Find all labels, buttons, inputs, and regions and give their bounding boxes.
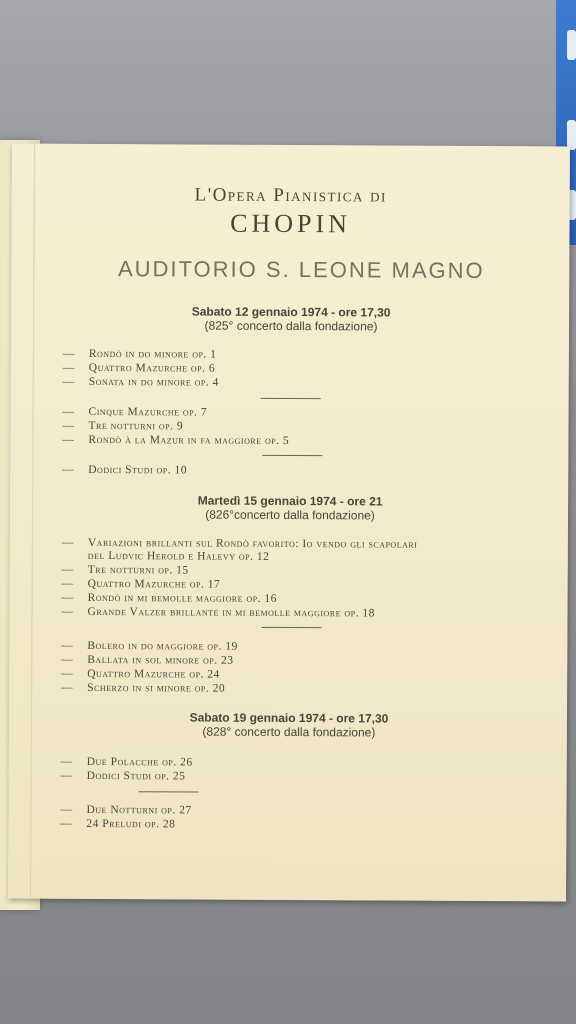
list-item	[62, 578, 542, 594]
divider	[262, 455, 322, 456]
piece-title: Quattro Mazurche op. 24	[87, 667, 220, 681]
piece-title: Cinque Mazurche op. 7	[88, 405, 208, 419]
concert-1-header	[51, 304, 531, 335]
list-item	[61, 770, 541, 786]
blue-key	[567, 30, 576, 60]
concert-note: (825° concerto dalla fondazione)	[204, 318, 378, 334]
list-item	[60, 804, 540, 820]
title-line1: L'Opera Pianistica di	[194, 184, 387, 207]
piece-title: Tre notturni op. 15	[87, 563, 189, 577]
list-item-continuation	[88, 550, 568, 566]
list-item	[62, 564, 542, 580]
dash: —	[61, 536, 74, 549]
piece-title: Ballata in sol minore op. 23	[87, 653, 234, 667]
dash: —	[61, 577, 74, 590]
list-item	[61, 668, 541, 684]
piece-title: 24 Preludi op. 28	[86, 817, 176, 831]
dash: —	[60, 755, 73, 768]
list-item	[62, 434, 542, 450]
dash: —	[60, 769, 73, 782]
piece-title: Due Notturni op. 27	[86, 803, 192, 817]
dash: —	[61, 667, 74, 680]
piece-title: Sonata in do minore op. 4	[88, 375, 219, 389]
dash: —	[60, 803, 73, 816]
piece-title: Scherzo in si minore op. 20	[87, 681, 226, 695]
list-item	[62, 592, 542, 608]
dash: —	[61, 563, 74, 576]
dash: —	[62, 361, 75, 374]
table-surface	[0, 0, 576, 160]
piece-title: Dodici Studi op. 10	[88, 463, 188, 477]
piece-title: Rondò in do minore op. 1	[88, 347, 217, 361]
concert-date: Sabato 19 gennaio 1974 - ore 17,30	[189, 710, 389, 726]
dash: —	[61, 591, 74, 604]
venue-title: AUDITORIO S. LEONE MAGNO	[117, 256, 485, 284]
piece-title: Quattro Mazurche op. 17	[87, 577, 221, 591]
list-item	[62, 420, 542, 436]
piece-title: Variazioni brillanti sul Rondò favorito: Io vendo gli scapolari	[87, 536, 418, 551]
list-item	[61, 682, 541, 698]
concert-2-header	[50, 493, 530, 524]
list-item	[61, 640, 541, 656]
list-item	[63, 348, 543, 364]
piece-title: del Ludvic Herold e Halevy op. 12	[87, 549, 270, 563]
piece-title: Rondò à la Mazur in fa maggiore op. 5	[88, 433, 290, 447]
list-item	[61, 756, 541, 772]
piece-title: Grande Valzer brillante in mi bemolle maggiore op. 18	[87, 605, 375, 620]
dash: —	[62, 463, 75, 476]
list-item	[60, 818, 540, 834]
concert-note: (826°concerto dalla fondazione)	[205, 507, 375, 523]
page-fold	[30, 144, 36, 899]
piece-title: Quattro Mazurche op. 6	[88, 361, 216, 375]
list-item	[61, 654, 541, 670]
list-item	[63, 376, 543, 392]
concert-date: Martedì 15 gennaio 1974 - ore 21	[197, 493, 383, 509]
dash: —	[61, 653, 74, 666]
divider	[261, 627, 321, 628]
concert-note: (828° concerto dalla fondazione)	[202, 724, 376, 740]
programme-page	[8, 144, 570, 902]
divider	[261, 398, 321, 399]
list-item	[61, 606, 541, 622]
concert-3-header	[49, 710, 529, 741]
dash: —	[62, 433, 75, 446]
dash: —	[62, 375, 75, 388]
piece-title: Dodici Studi op. 25	[86, 769, 186, 783]
dash: —	[62, 419, 75, 432]
title-composer: CHOPIN	[230, 208, 352, 239]
dash: —	[60, 817, 73, 830]
dash: —	[62, 405, 75, 418]
list-item	[62, 464, 542, 480]
piece-title: Rondò in mi bemolle maggiore op. 16	[87, 591, 277, 605]
dash: —	[61, 605, 74, 618]
divider	[139, 791, 199, 792]
concert-date: Sabato 12 gennaio 1974 - ore 17,30	[191, 304, 391, 320]
piece-title: Bolero in do maggiore op. 19	[87, 639, 238, 653]
dash: —	[61, 639, 74, 652]
list-item	[63, 362, 543, 378]
piece-title: Tre notturni op. 9	[88, 419, 184, 433]
dash: —	[61, 681, 74, 694]
dash: —	[62, 347, 75, 360]
piece-title: Due Polacche op. 26	[86, 755, 193, 769]
list-item	[63, 406, 543, 422]
